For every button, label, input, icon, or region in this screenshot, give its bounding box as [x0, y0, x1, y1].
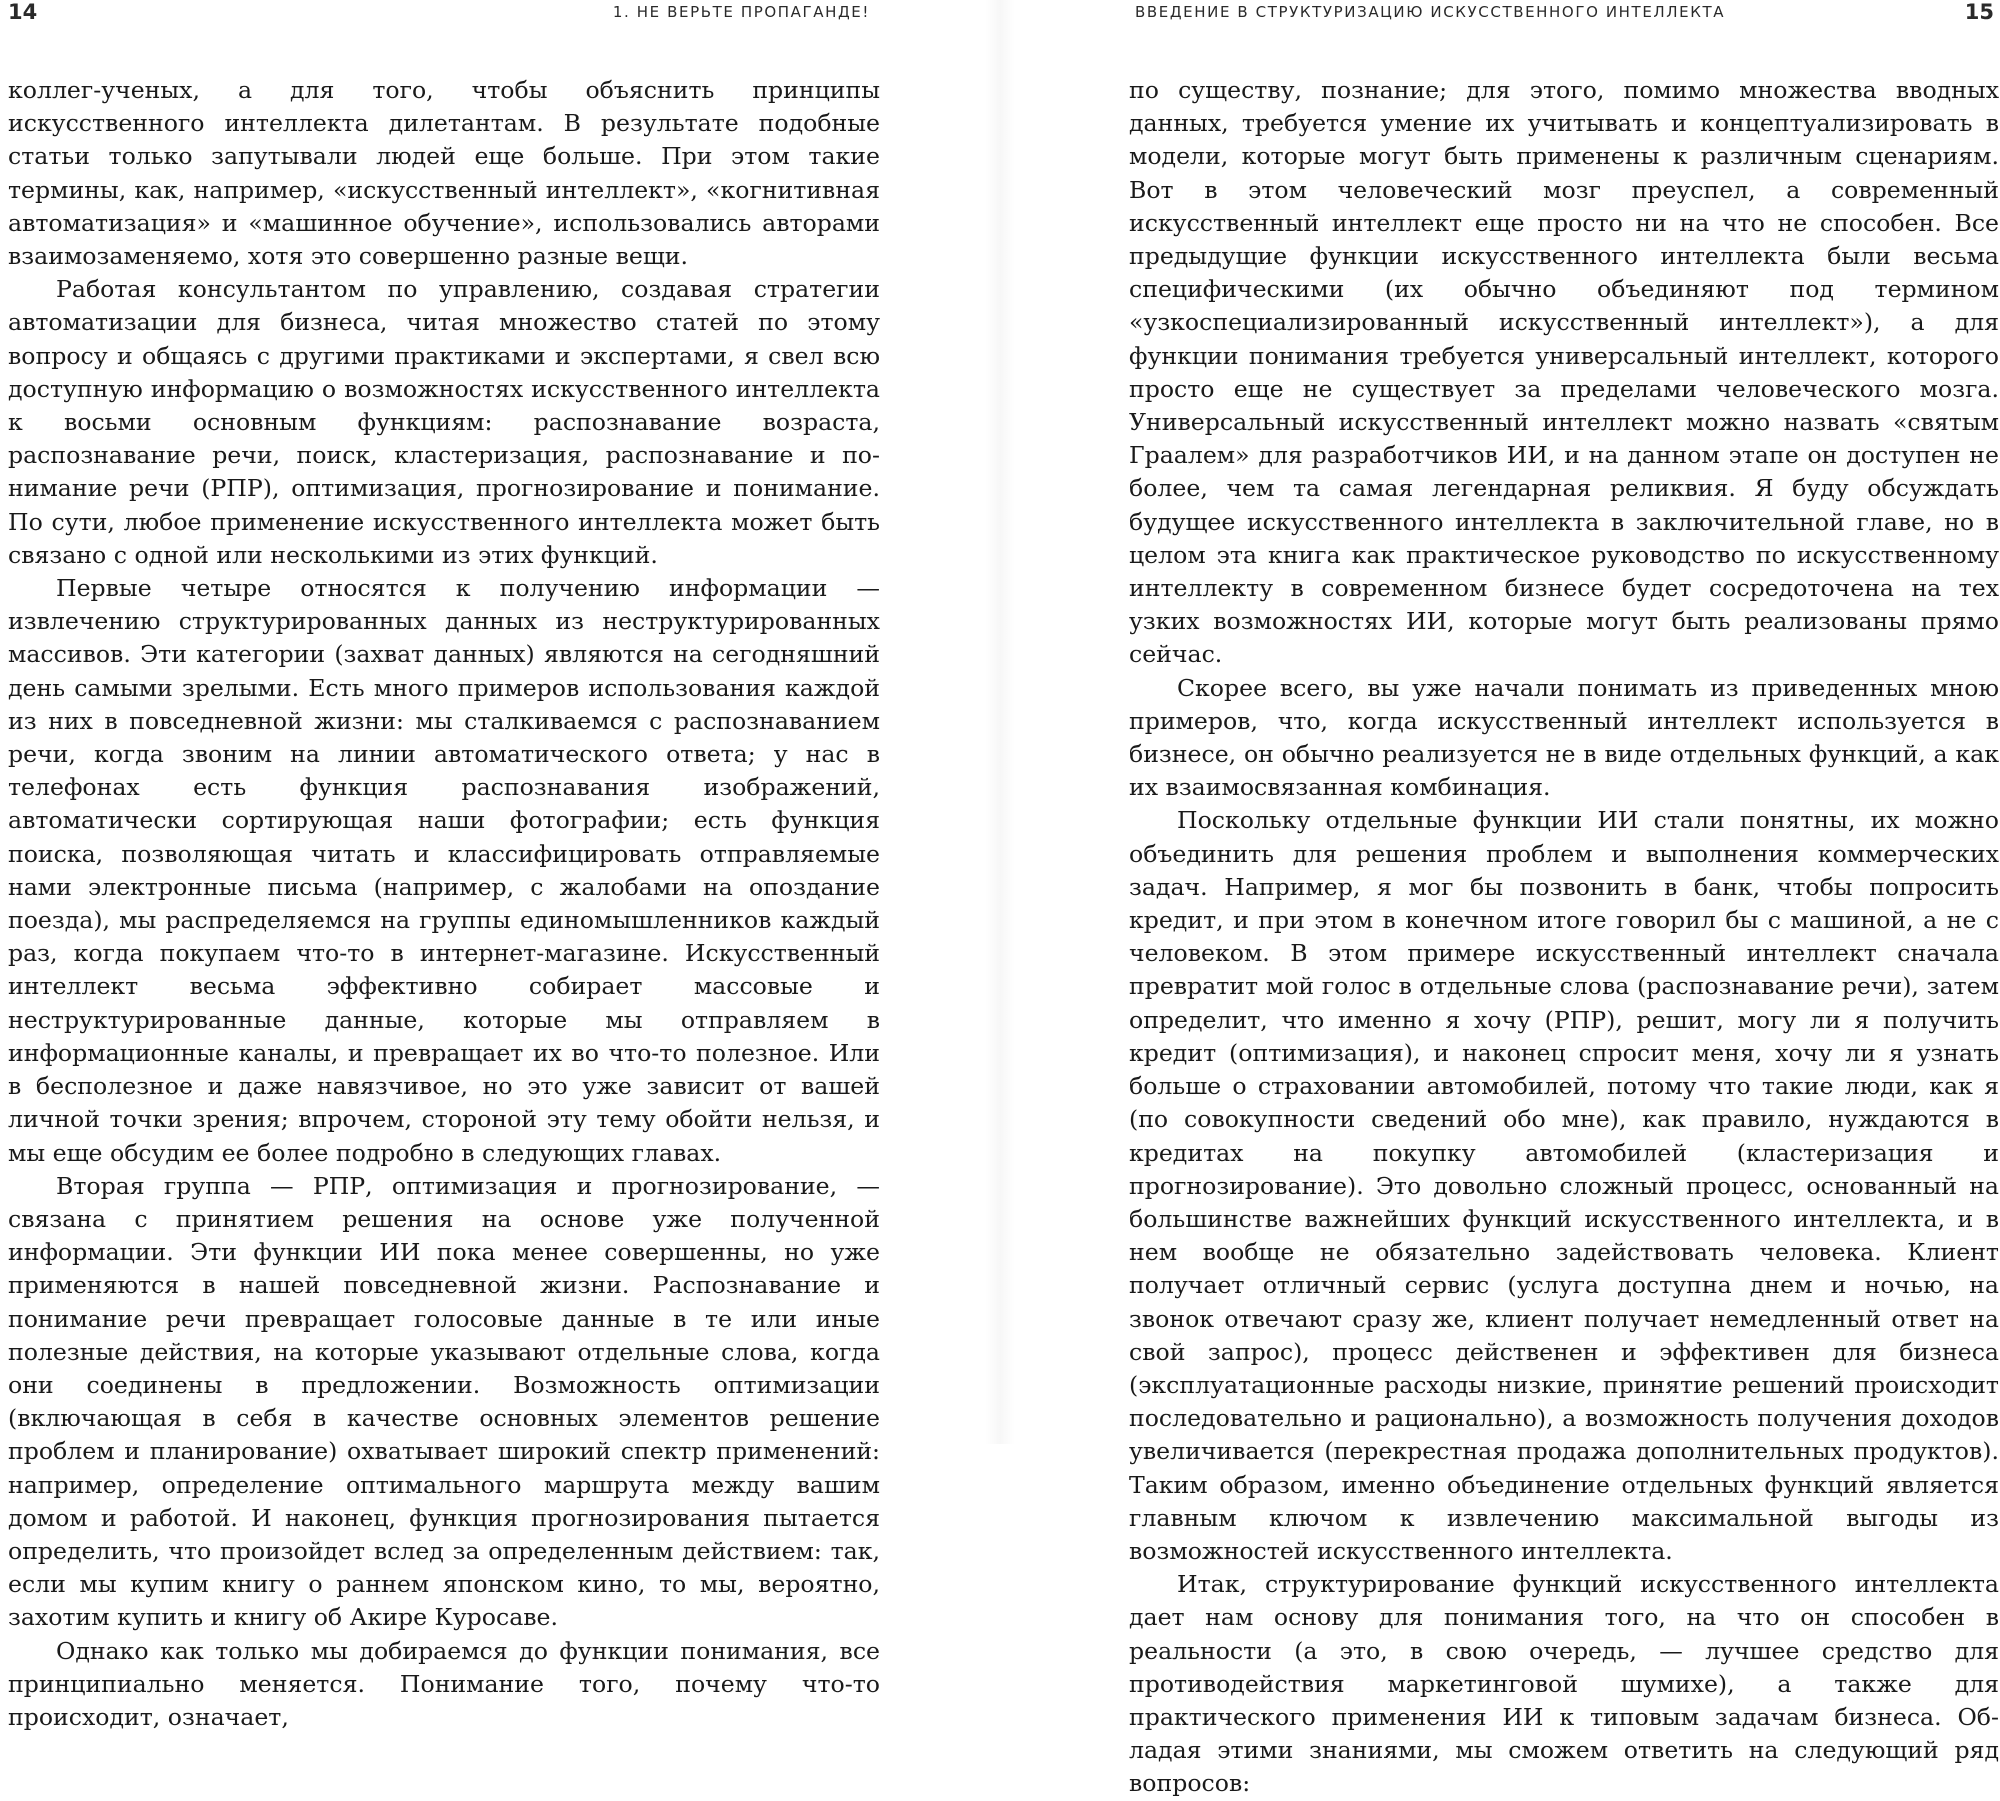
right-page-header [1000, 0, 2000, 24]
paragraph: Поскольку отдельные функции ИИ стали понятны, их можно объединить для решения проблем и выполнения коммерческих задач. Например, я мог бы позвонить в банк, чтобы попросить кредит, и при этом в конечном итоге говорил бы с машиной, а не с человеком. В этом примере искусственный интеллект сначала превратит мой голос в отдельные слова (распознавание речи), затем определит, что именно я хочу (РПР), решит, могу ли я получить кредит (оптимизация), и наконец спросит меня, хочу ли я узнать больше о страховании автомобилей, потому что такие люди, как я (по совокупности сведений обо мне), как правило, нуждаются в кредитах на покупку автомобилей (кластеризация и прогнозирование). Это довольно сложный процесс, основанный на большинстве важнейших функций искусственного интеллекта, и в нем вообще не обязательно задействовать человека. Клиент получает отличный сервис (услуга доступна днем и ночью, на звонок отвечают сразу же, клиент получает немедленный ответ на свой запрос), процесс действенен и эффективен для бизнеса (эксплуатационные расходы низкие, принятие решений происходит последовательно и рационально), а возможность получения доходов увеличивается (перекрестная продажа дополнительных продуктов). Таким образом, именно объединение отдельных функций является главным ключом к извлечению максимальной выгоды из возможностей искусственного интеллекта. [1129, 806, 1999, 1565]
right-page-body [1129, 74, 1999, 1801]
left-page [0, 0, 1000, 1731]
paragraph: по существу, познание; для этого, помимо множества вводных данных, требуется умение их учитывать и концептуализировать в модели, которые могут быть применены к различным сценариям. Вот в этом человеческий мозг преуспел, а современный искусственный интеллект еще просто ни на что не способен. Все предыдущие функции искусственного интеллекта были весьма специфическими (их обычно объединяют под термином «узкоспециализированный искусственный интеллект»), а для функции понимания требуется универсальный интеллект, которого просто еще не существует за пределами человеческого мозга. Универсальный искусственный интеллект можно назвать «святым Граалем» для разработчиков ИИ, и на данном этапе он доступен не более, чем та самая легендарная реликвия. Я буду обсуждать будущее искусственного интеллекта в заключительной главе, но в целом эта книга как практическое руководство по искусственному интеллекту в современном бизнесе будет сосредоточена на тех узких возможностях ИИ, которые могут быть реализованы прямо сейчас. [1129, 76, 1999, 669]
right-page [1000, 0, 2000, 1798]
page-number: 14 [8, 0, 38, 24]
running-head: ВВЕДЕНИЕ В СТРУКТУРИЗАЦИЮ ИСКУССТВЕННОГО ИНТЕЛЛЕКТА [1135, 3, 1726, 21]
paragraph: Вторая группа — РПР, оптимизация и прогнозирование, — связана с принятием решения на основе уже полученной информации. Эти функции ИИ пока менее совершенны, но уже применяются в нашей повседневной жизни. Распознавание и понимание речи превращает голосовые данные в те или иные полезные действия, на которые указывают отдельные слова, когда они соединены в предложении. Возможность оптимизации (включающая в себя в качестве основных элементов решение проблем и планирование) охватывает широкий спектр применений: например, определение оптимального маршрута между вашим домом и работой. И наконец, функция прогнозирования пытается определить, что произойдет вслед за определенным действием: так, если мы купим книгу о раннем японском кино, то мы, вероятно, захотим купить и книгу об Акире Куросаве. [8, 1171, 880, 1632]
running-head: 1. НЕ ВЕРЬТЕ ПРОПАГАНДЕ! [612, 3, 870, 21]
paragraph: Работая консультантом по управлению, создавая стратегии автоматизации для бизнеса, читая множество статей по этому вопросу и общаясь с другими практиками и экспертами, я свел всю доступную информацию о возможностях искусственного интеллекта к восьми основным функциям: распознавание возраста, распознавание речи, поиск, кластеризация, распознавание и понимание речи (РПР), оптимизация, прогнозирование и понимание. По сути, любое применение искусственного интеллекта может быть связано с одной или несколькими из этих функций. [8, 275, 880, 569]
paragraph: Итак, структурирование функций искусственного интеллекта дает нам основу для понимания того, на что он способен в реальности (а это, в свою очередь, — лучшее средство для противодействия маркетинговой шумихе), а также для практического применения ИИ к типовым задачам бизнеса. Обладая этими знаниями, мы сможем ответить на следующий ряд вопросов: [1129, 1570, 1999, 1798]
paragraph: Первые четыре относятся к получению информации — извлечению структурированных данных из неструктурированных массивов. Эти категории (захват данных) являются на сегодняшний день самыми зрелыми. Есть много примеров использования каждой из них в повседневной жизни: мы сталкиваемся с распознаванием речи, когда звоним на линии автоматического ответа; у нас в телефонах есть функция распознавания изображений, автоматически сортирующая наши фотографии; есть функция поиска, позволяющая читать и классифицировать отправляемые нами электронные письма (например, с жалобами на опоздание поезда), мы распределяемся на группы единомышленников каждый раз, когда покупаем что-то в интернет-магазине. Искусственный интеллект весьма эффективно собирает массовые и неструктурированные данные, которые мы отправляем в информационные каналы, и превращает их во что-то полезное. Или в бесполезное и даже навязчивое, но это уже зависит от вашей личной точки зрения; впрочем, стороной эту тему обойти нельзя, и мы еще обсудим ее более подробно в следующих главах. [8, 574, 880, 1167]
left-page-body [8, 74, 880, 1734]
paragraph: коллег-ученых, а для того, чтобы объяснить принципы искусственного интеллекта дилетантам. В результате подобные статьи только запутывали людей еще больше. При этом такие термины, как, например, «искусственный интеллект», «когнитивная автоматизация» и «машинное обучение», использовались авторами взаимозаменяемо, хотя это совершенно разные вещи. [8, 76, 880, 271]
page-number: 15 [1964, 0, 1994, 24]
left-page-header [0, 0, 1000, 24]
paragraph: Скорее всего, вы уже начали понимать из приведенных мною примеров, что, когда искусственный интеллект используется в бизнесе, он обычно реализуется не в виде отдельных функций, а как их взаимосвязанная комбинация. [1129, 673, 1999, 802]
paragraph: Однако как только мы добираемся до функции понимания, все принципиально меняется. Понимание того, почему что-то происходит, означает, [8, 1636, 880, 1731]
